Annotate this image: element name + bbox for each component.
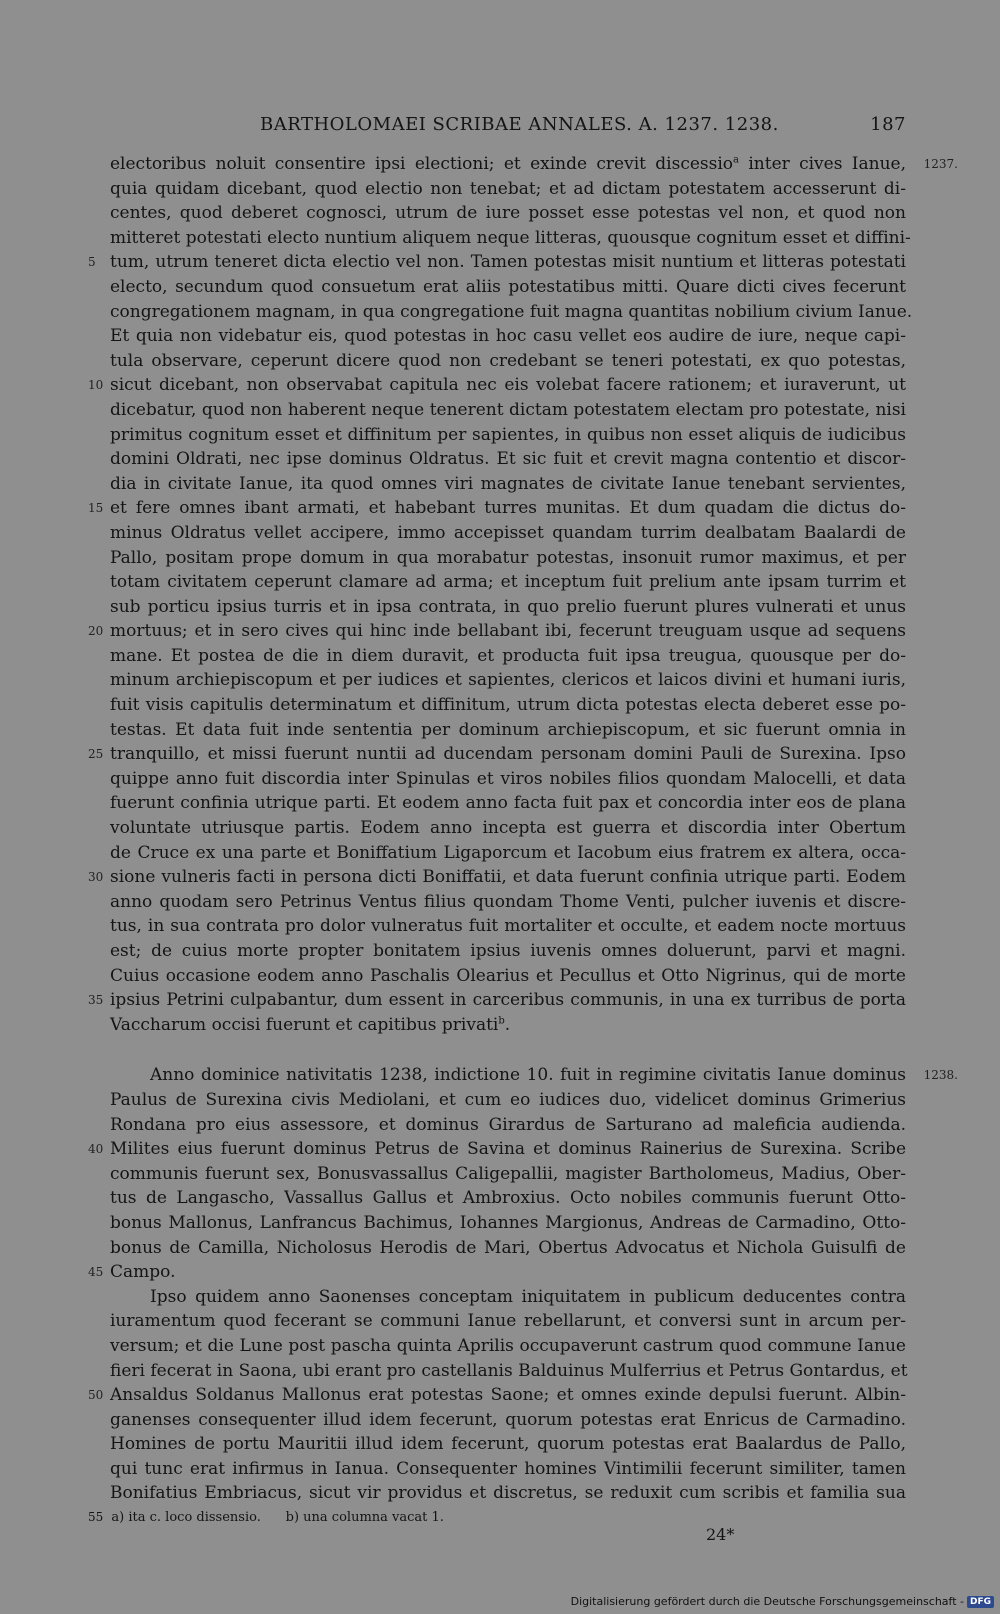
text-line — [110, 914, 906, 939]
text-line — [110, 570, 906, 595]
text-line — [110, 791, 906, 816]
line-text: Ipso quidem anno Saonenses conceptam iniquitatem in publicum deducentes contra — [150, 1286, 906, 1307]
text-line — [110, 644, 906, 669]
text-line — [110, 1309, 906, 1334]
footnote-marker: a — [733, 154, 740, 166]
line-text: ganenses consequenter illud idem fecerunt, quorum potestas erat Enricus de Carmadino. — [110, 1409, 906, 1430]
line-text: Ansaldus Soldanus Mallonus erat potestas Saone; et omnes exinde depulsi fuerunt. Albin- — [110, 1385, 906, 1406]
text-line — [110, 1236, 906, 1261]
line-number: 10 — [88, 378, 104, 393]
text-line — [110, 1113, 906, 1138]
line-text: anno quodam sero Petrinus Ventus filius quondam Thome Venti, pulcher iuvenis et discre- — [110, 891, 906, 912]
text-line — [110, 1088, 906, 1113]
line-text: Bonifatius Embriacus, sicut vir providus et discretus, se reduxit cum scribis et familia sua — [110, 1483, 906, 1504]
main-text — [88, 152, 958, 1506]
line-text: fieri fecerat in Saona, ubi erant pro castellanis Balduinus Mulferrius et Petrus Gontardus, et — [110, 1360, 908, 1381]
line-text-rest: . — [504, 1014, 511, 1035]
digitization-credit — [571, 1595, 994, 1608]
line-text: est; de cuius morte propter bonitatem ipsius iuvenis omnes doluerunt, parvi et magni. — [110, 941, 906, 961]
line-text: domini Oldrati, nec ipse dominus Oldratus. Et sic fuit et crevit magna contentio et discor- — [110, 449, 906, 470]
text-line — [110, 447, 906, 472]
text-line — [110, 226, 911, 251]
line-text: electoribus noluit consentire ipsi electioni; et exinde crevit discessio — [110, 154, 734, 174]
footnote-line-number: 55 — [88, 1510, 104, 1524]
line-text: sicut dicebant, non observabat capitula nec eis volebat facere rationem; et iuraverunt, ut — [110, 375, 906, 396]
line-text: testas. Et data fuit inde sententia per dominum archiepiscopum, et sic fuerunt omnia in — [110, 719, 906, 740]
line-text: tula observare, ceperunt dicere quod non credebant se teneri potestati, ex quo potestas, — [110, 350, 906, 371]
text-line — [110, 767, 906, 792]
line-text: centes, quod deberet cognosci, utrum de iure posset esse potestas vel non, et quod non — [110, 203, 906, 224]
text-line — [110, 300, 913, 325]
footnotes — [88, 1510, 444, 1525]
line-number: 50 — [88, 1388, 104, 1403]
line-text: Et quia non videbatur eis, quod potestas in hoc casu vellet eos audire de iure, neque capi- — [110, 326, 906, 347]
line-text: Anno dominice nativitatis 1238, indictione 10. fuit in regimine civitatis Ianue dominus — [150, 1065, 906, 1086]
text-line — [110, 1432, 906, 1457]
line-text: iuramentum quod fecerant se communi Ianue rebellarunt, et conversi sunt in arcum per- — [110, 1311, 906, 1332]
text-line — [88, 373, 906, 398]
line-text: tum, utrum teneret dicta electio vel non. Tamen potestas misit nuntium et litteras potestati — [110, 252, 906, 273]
line-text: Vaccharum occisi fuerunt et capitibus privati — [110, 1014, 499, 1035]
line-text: Paulus de Surexina civis Mediolani, et cum eo iudices duo, videlicet dominus Grimerius — [110, 1089, 906, 1110]
line-text: primitus cognitum esset et diffinitum per sapientes, in quibus non esset aliquis de iudicibus — [110, 424, 906, 445]
text-line — [110, 398, 906, 423]
text-line — [110, 668, 906, 693]
line-text: dia in civitate Ianue, ita quod omnes viri magnates de civitate Ianue tenebant servientes, — [110, 473, 906, 494]
text-line — [110, 816, 906, 841]
margin-year: 1237. — [923, 157, 958, 171]
line-text: mortuus; et in sero cives qui hinc inde bellabant ibi, fecerunt treuguam usque ad sequens — [110, 621, 906, 642]
line-number: 5 — [88, 255, 96, 270]
text-line — [110, 890, 906, 915]
line-text: fuit visis capitulis determinatum et diffinitum, utrum dicta potestas electa deberet esse po- — [110, 695, 906, 716]
running-head — [110, 114, 906, 144]
line-text: versum; et die Lune post pascha quinta Aprilis occupaverunt castrum quod commune Ianue — [110, 1335, 906, 1356]
line-text: de Cruce ex una parte et Boniffatium Ligaporcum et Iacobum eius fratrem ex altera, occa- — [110, 842, 906, 863]
footnote-marker: b — [498, 1015, 505, 1027]
line-text: quia quidam dicebant, quod electio non tenebat; et ad dictam potestatem accesserunt di- — [110, 178, 906, 199]
text-line — [88, 1383, 906, 1408]
text-line — [110, 841, 906, 866]
line-text: Homines de portu Mauritii illud idem fecerunt, quorum potestas erat Baalardus de Pallo, — [110, 1434, 906, 1455]
text-line — [110, 201, 906, 226]
line-text: communis fuerunt sex, Bonusvassallus Caligepallii, magister Bartholomeus, Madius, Ober- — [110, 1163, 906, 1184]
text-line — [110, 1334, 906, 1359]
text-line — [110, 1285, 906, 1310]
line-text: congregationem magnam, in qua congregatione fuit magna quantitas nobilium civium Ianue. — [110, 301, 913, 322]
line-text: minum archiepiscopum et per iudices et sapientes, clericos et laicos divini et humani iuris, — [110, 670, 906, 691]
paragraph-gap — [110, 1037, 906, 1063]
text-line — [88, 865, 906, 890]
line-number: 20 — [88, 624, 104, 639]
line-text: mane. Et postea de die in diem duravit, et producta fuit ipsa treugua, quousque per do- — [110, 645, 906, 666]
line-number: 35 — [88, 993, 104, 1008]
text-line — [88, 1137, 906, 1162]
text-line — [88, 742, 906, 767]
text-line — [110, 324, 906, 349]
line-text: minus Oldratus vellet accipere, immo accepisset quandam turrim dealbatam Baalardi de — [110, 522, 906, 543]
text-line — [110, 521, 906, 546]
line-text: et fere omnes ibant armati, et habebant turres munitas. Et dum quadam die dictus do- — [110, 498, 906, 519]
line-text: tus, in sua contrata pro dolor vulneratus fuit mortaliter et occulte, et eadem nocte mortuus — [110, 916, 906, 937]
text-line — [88, 1260, 906, 1285]
text-line — [110, 1359, 906, 1384]
line-text: sub porticu ipsius turris et in ipsa contrata, in quo prelio fuerunt plures vulnerati et unus — [110, 596, 906, 617]
text-line — [88, 619, 906, 644]
text-line — [88, 988, 906, 1013]
text-line — [110, 1186, 906, 1211]
margin-year: 1238. — [923, 1068, 958, 1083]
line-text: fuerunt confinia utrique parti. Et eodem anno facta fuit pax et concordia inter eos de plana — [110, 793, 906, 814]
text-line — [110, 1408, 906, 1433]
line-number: 30 — [88, 870, 104, 885]
text-line — [110, 1013, 906, 1038]
text-line — [110, 1211, 906, 1236]
line-text: Rondana pro eius assessore, et dominus Girardus de Sarturano ad maleficia audienda. — [110, 1114, 906, 1135]
line-text: ipsius Petrini culpabantur, dum essent in carceribus communis, in una ex turribus de porta — [110, 990, 906, 1011]
text-line — [110, 349, 906, 374]
text-line — [110, 177, 906, 202]
text-line — [110, 472, 906, 497]
line-text: quippe anno fuit discordia inter Spinulas et viros nobiles filios quondam Malocelli, et data — [110, 768, 906, 789]
text-line — [110, 423, 906, 448]
line-text: sione vulneris facti in persona dicti Boniffatii, et data fuerunt confinia utrique parti. Eodem — [110, 867, 906, 888]
signature-mark: 24* — [706, 1525, 735, 1544]
line-text: bonus Mallonus, Lanfrancus Bachimus, Iohannes Margionus, Andreas de Carmadino, Otto- — [110, 1212, 906, 1233]
line-text: mitteret potestati electo nuntium aliquem neque litteras, quousque cognitum esset et diffini- — [110, 227, 911, 248]
line-text: qui tunc erat infirmus in Ianua. Consequenter homines Vintimilii fecerunt similiter, tamen — [110, 1458, 906, 1479]
dfg-logo: DFG — [967, 1596, 994, 1608]
text-line — [88, 250, 906, 275]
line-text-rest: inter cives Ianue, — [739, 154, 906, 174]
text-line — [110, 275, 906, 300]
text-line — [110, 1063, 958, 1088]
line-text: electo, secundum quod consuetum erat aliis potestatibus mitti. Quare dicti cives fecerunt — [110, 276, 906, 297]
line-text: Campo. — [110, 1262, 176, 1283]
text-line — [110, 1162, 906, 1187]
line-text: tranquillo, et missi fuerunt nuntii ad ducendam personam domini Pauli de Surexina. Ipso — [110, 744, 906, 765]
line-text: Milites eius fuerunt dominus Petrus de Savina et dominus Rainerius de Surexina. Scribe — [110, 1139, 906, 1160]
line-number: 25 — [88, 747, 104, 762]
line-number: 45 — [88, 1265, 104, 1280]
credit-text: Digitalisierung gefördert durch die Deutsche Forschungsgemeinschaft - — [570, 1595, 964, 1608]
text-line — [88, 496, 906, 521]
footnote-b: b) una columna vacat 1. — [285, 1510, 444, 1525]
text-line — [110, 693, 906, 718]
text-line — [110, 718, 906, 743]
text-line — [110, 152, 958, 177]
line-text: voluntate utriusque partis. Eodem anno incepta est guerra et discordia inter Obertum — [110, 818, 906, 839]
text-line — [110, 964, 906, 989]
text-line — [110, 546, 906, 571]
line-text: totam civitatem ceperunt clamare ad arma; et inceptum fuit prelium ante ipsam turrim et — [110, 572, 906, 593]
text-line — [110, 1481, 906, 1506]
line-text: bonus de Camilla, Nicholosus Herodis de Mari, Obertus Advocatus et Nichola Guisulfi de — [110, 1237, 906, 1258]
line-number: 40 — [88, 1142, 104, 1157]
page-title: BARTHOLOMAEI SCRIBAE ANNALES. A. 1237. 1238. — [260, 114, 779, 135]
footnote-a: a) ita c. loco dissensio. — [111, 1510, 261, 1525]
text-line — [110, 1457, 906, 1482]
line-text: Pallo, positam prope domum in qua morabatur potestas, insonuit rumor maximus, et per — [110, 547, 906, 568]
line-text: tus de Langascho, Vassallus Gallus et Ambroxius. Octo nobiles communis fuerunt Otto- — [110, 1188, 906, 1209]
text-line — [110, 939, 906, 964]
line-text: Cuius occasione eodem anno Paschalis Olearius et Pecullus et Otto Nigrinus, qui de morte — [110, 965, 906, 986]
page-number: 187 — [870, 114, 906, 135]
text-line — [110, 595, 906, 620]
line-number: 15 — [88, 501, 104, 516]
line-text: dicebatur, quod non haberent neque tenerent dictam potestatem electam pro potestate, nisi — [110, 399, 906, 420]
